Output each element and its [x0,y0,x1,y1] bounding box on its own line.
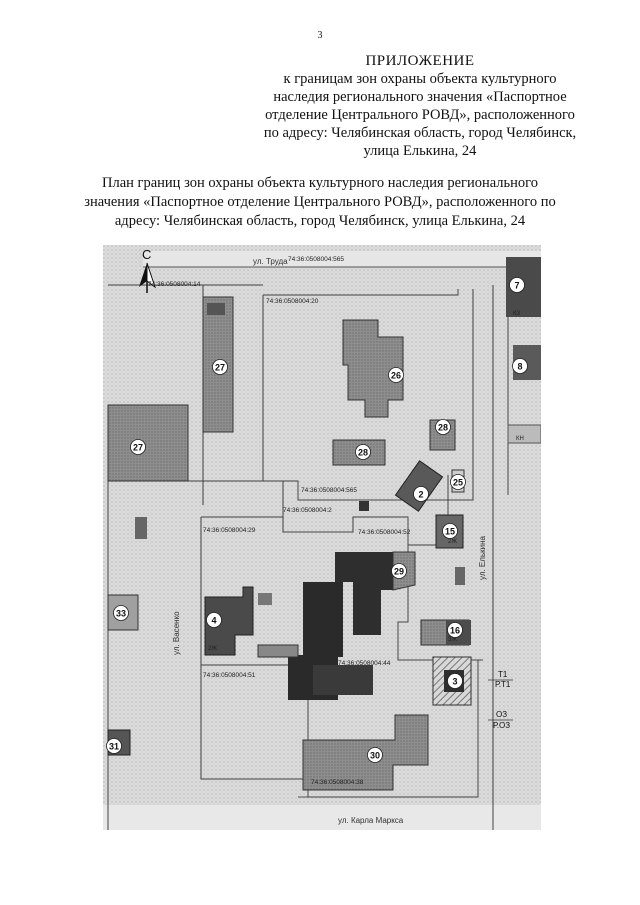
plan-title-line: адресу: Челябинская область, город Челябинск, улица Елькина, 24 [114,213,526,229]
building-number: 31 [108,741,120,752]
building-number: 26 [390,370,402,381]
cadastral-label: 74:36:0508004:20 [266,298,319,305]
building-number: 28 [357,447,369,458]
building-number: 27 [132,442,144,453]
plan-title [60,174,580,231]
street-label-bottom: ул. Карла Маркса [338,816,404,825]
street-label-left: ул. Васенко [172,611,181,655]
small-label: 3Ж [448,637,457,643]
zone-map [103,245,541,830]
street-label-top: ул. Труда [253,257,288,266]
zone-label: ОЗ [496,710,508,719]
map-svg [103,245,541,830]
building-number: 16 [449,625,461,636]
small-label: 2Ж [208,646,217,652]
street-bottom-band [103,805,541,830]
cadastral-label: 74:36:0508004:51 [203,672,256,679]
appendix-line: наследия регионального значения «Паспортное [273,89,567,105]
appendix-line: к границам зон охраны объекта культурного [283,71,557,87]
page-number: 3 [317,30,323,41]
cadastral-label: 74:36:0508004:52 [358,529,411,536]
building-number: 4 [211,615,217,626]
zone-label: Т1 [498,670,508,679]
plan-title-line: План границ зон охраны объекта культурного наследия регионального [102,175,538,191]
building-kh [508,425,541,443]
building-number: 25 [452,477,464,488]
appendix-line: отделение Центрального РОВД», расположенного [265,107,575,123]
appendix-heading: ПРИЛОЖЕНИЕ [365,53,475,69]
cadastral-label: 74:36:0508004:38 [311,779,364,786]
north-label: С [142,247,152,262]
cadastral-label: 74:36:0508004:14 [148,281,201,288]
cadastral-label: 74:36:0508004:44 [338,660,391,667]
cadastral-label: 74:36:0508004:565 [301,487,358,494]
zone-label: Р.ОЗ [493,721,511,730]
cadastral-label: 74:36:0508004:565 [288,256,345,263]
building-number: 7 [514,280,520,291]
cadastral-label: 74:36:0508004:29 [203,527,256,534]
building-number: 3 [452,676,458,687]
appendix-header [240,52,600,160]
small-label: КН [516,436,524,442]
building-dark-center [303,582,343,657]
small-label: 2Ж [448,539,457,545]
cadastral-label: 74:36:0508004:2 [283,507,332,514]
plan-title-line: значения «Паспортное отделение Центрального РОВД», расположенного по [84,194,556,210]
building-number: 27 [214,362,226,373]
building-number: 15 [444,526,456,537]
building-number: 2 [418,489,424,500]
building-number: 8 [517,361,523,372]
small-label: КЗ [513,311,521,317]
building-number: 28 [437,422,449,433]
building-number: 30 [369,750,381,761]
street-label-right: ул. Елькина [478,536,487,580]
building-27b [108,405,188,481]
zone-label: Р.Т1 [495,680,511,689]
building-number: 29 [393,566,405,577]
appendix-line: по адресу: Челябинская область, город Челябинск, [263,125,577,141]
appendix-line: улица Елькина, 24 [363,143,477,159]
building-number: 33 [115,608,127,619]
